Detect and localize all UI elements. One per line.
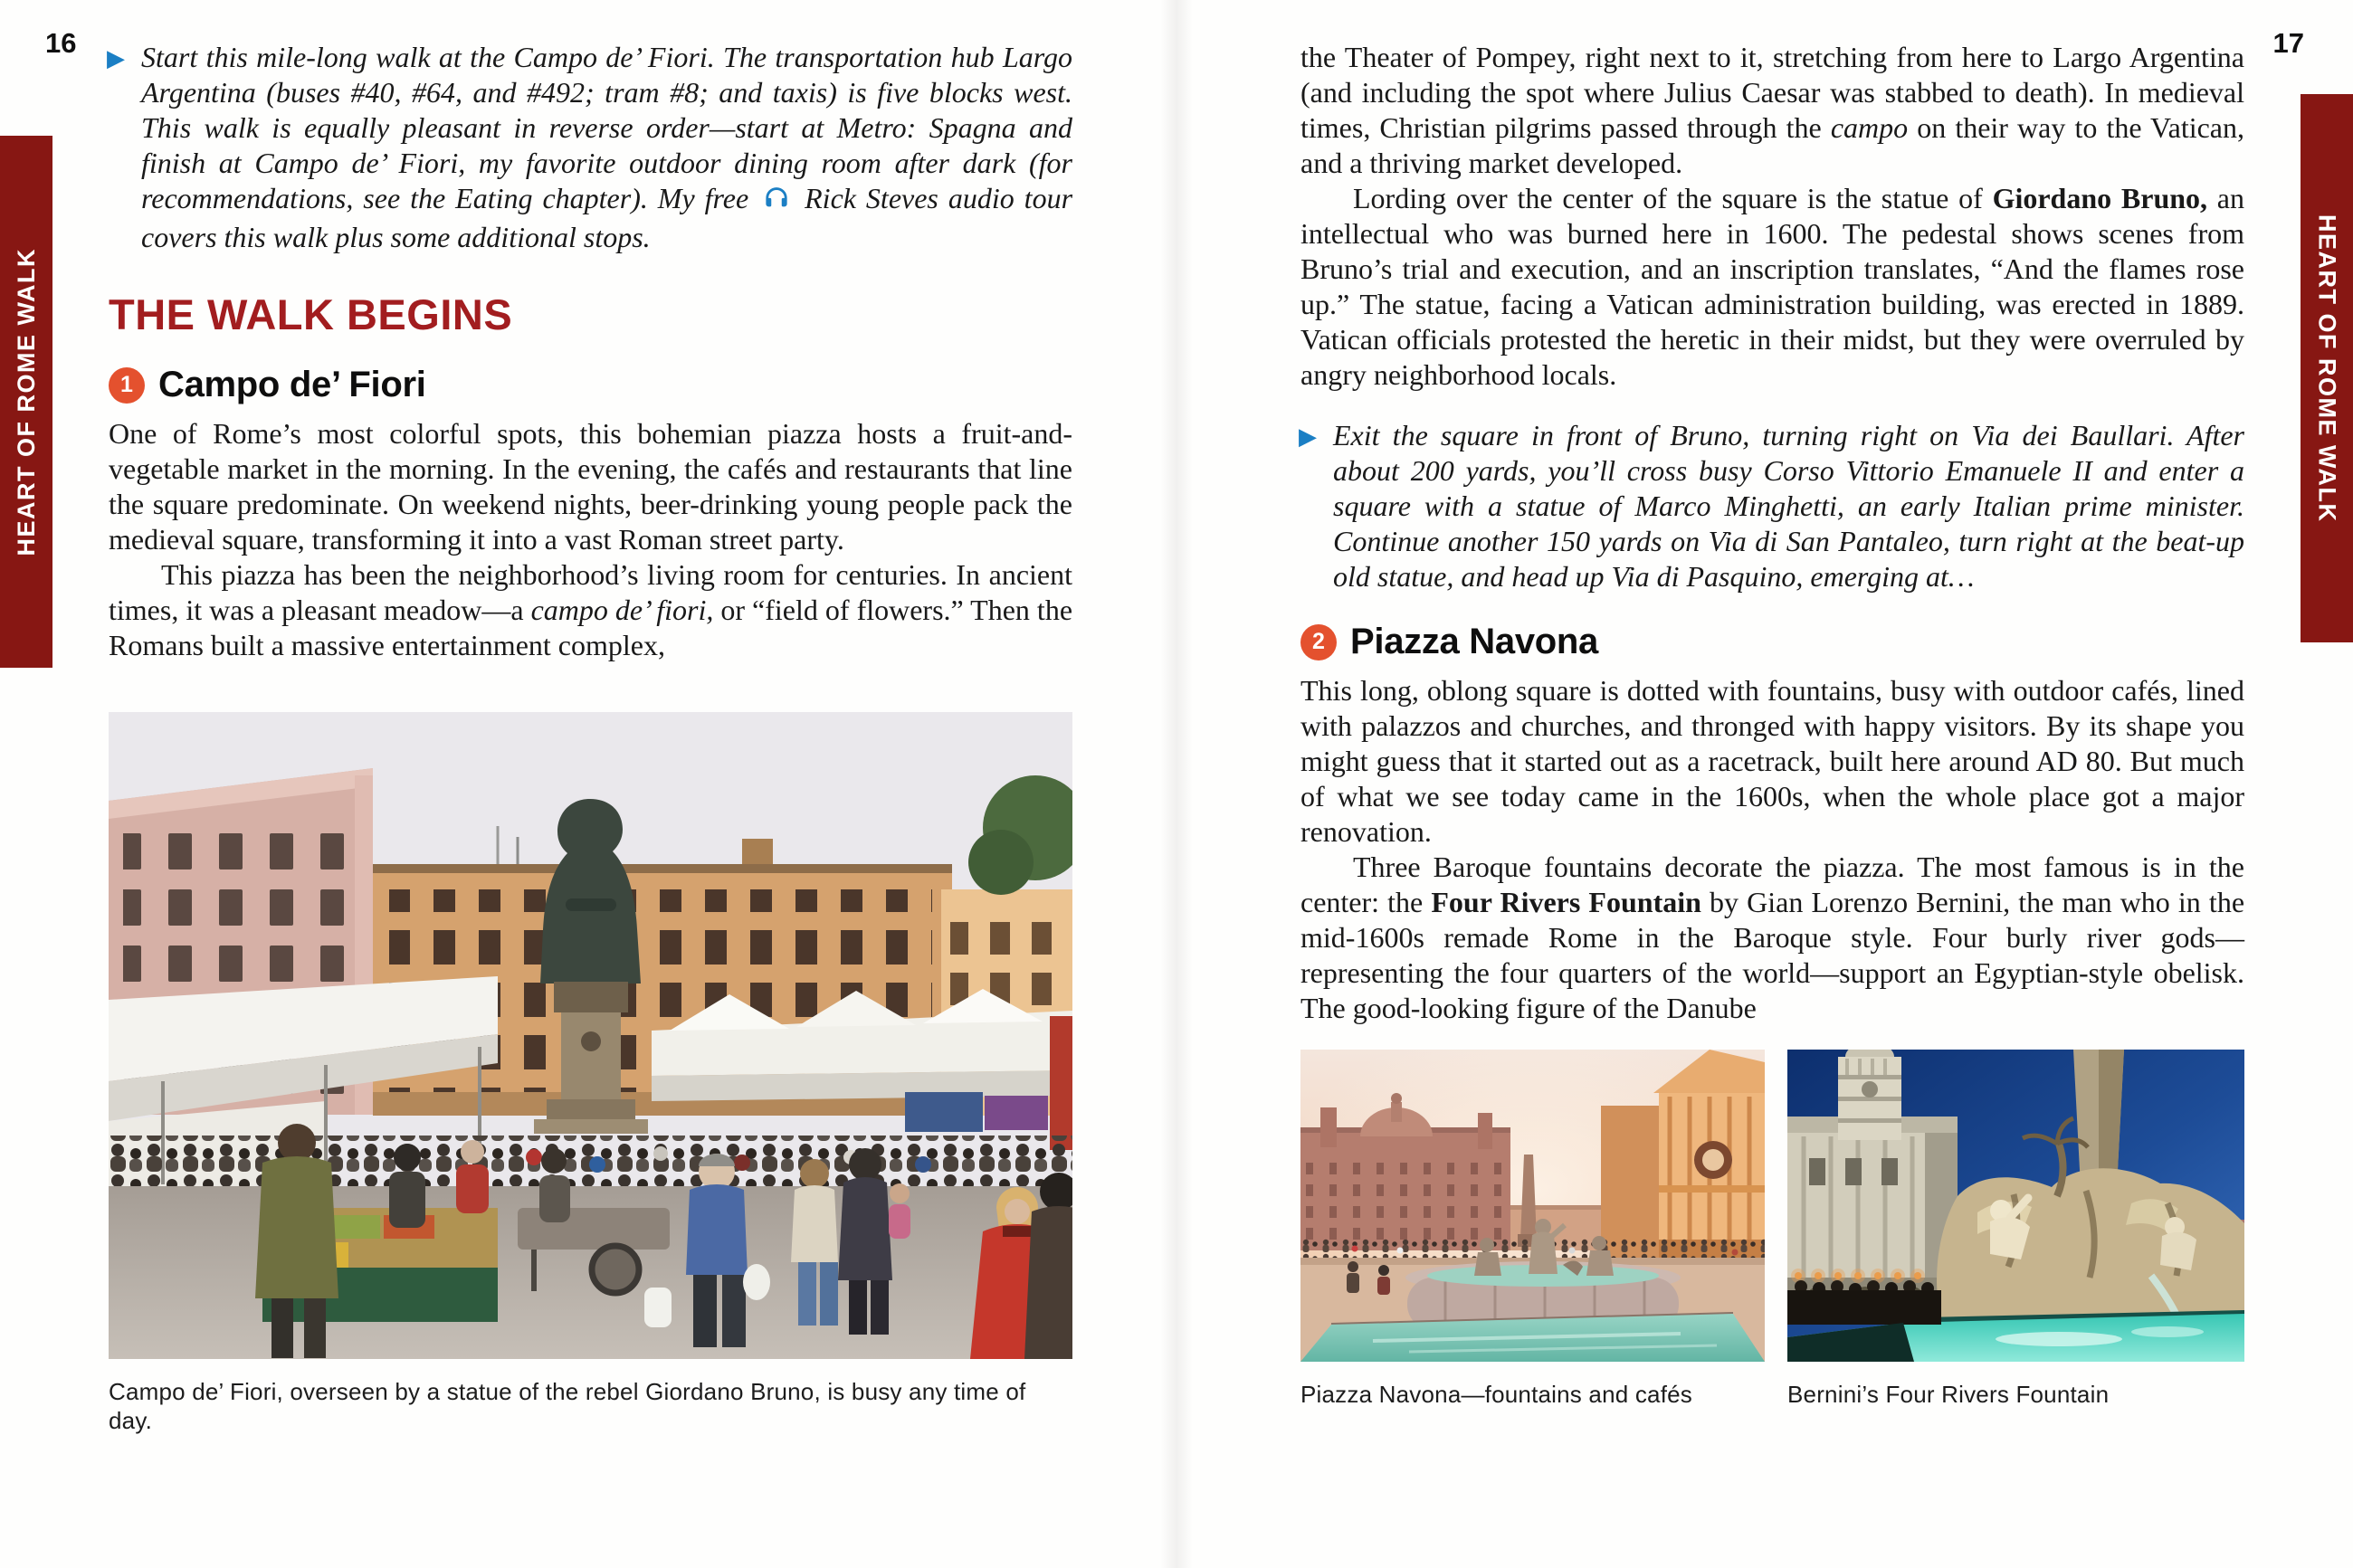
exit-directions-block <box>1300 418 2244 594</box>
pompey-text-end: on their way to the Vatican, and a thriving market developed. <box>1300 111 2245 179</box>
left-page-content <box>109 40 1072 1435</box>
bruno-paragraph <box>1300 181 2244 393</box>
walk-begins-heading: THE WALK BEGINS <box>109 290 513 338</box>
four-rivers-bold: Four Rivers Fountain <box>1431 886 1701 918</box>
page-gutter <box>1160 0 1193 1568</box>
stop-2-number-badge: 2 <box>1300 624 1337 660</box>
intro-directions-block <box>109 40 1072 255</box>
navona-paragraph-2 <box>1300 850 2244 1026</box>
photo-column-navona <box>1300 1050 1765 1409</box>
page-number-right: 17 <box>2272 27 2304 59</box>
stop-1-number-badge: 1 <box>109 367 145 404</box>
stop-1-title: Campo de’ Fiori <box>158 365 426 404</box>
navona-paragraph-1: This long, oblong square is dotted with fountains, busy with outdoor cafés, lined with palazzos and churches, and thronged with happy visitors. By its shape you might guess that it started out as a racetrack, built here around AD 80. But much of what we see today came in the 1600s, when the whole place got a major renovation. <box>1300 674 2244 848</box>
navona-text: Three Baroque fountains decorate the piazza. The most famous is in the center: the <box>1300 851 2244 918</box>
page-16 <box>0 0 1176 1568</box>
forward-triangle-icon: ▶ <box>107 45 125 72</box>
pompey-text: the Theater of Pompey, right next to it, stretching from here to Largo Argentina (and including the spot where Julius Caesar was stabbed to death). In medieval times, Christian pilgrims passed through the <box>1300 41 2244 144</box>
photo-caption-campo: Campo de’ Fiori, overseen by a statue of the rebel Giordano Bruno, is busy any time of day. <box>109 1378 1026 1434</box>
page-number-left: 16 <box>45 27 77 59</box>
photo-caption-navona: Piazza Navona—fountains and cafés <box>1300 1381 1692 1408</box>
photo-column-four-rivers <box>1787 1050 2244 1409</box>
sidebar-left <box>0 136 52 668</box>
stop-1-paragraph-2 <box>109 557 1072 663</box>
pompey-italic-word: campo <box>1830 111 1909 144</box>
para2-italic-phrase: campo de’ fiori, <box>530 594 714 626</box>
stop-1-heading <box>109 365 1072 405</box>
intro-text-before-icon: Start this mile-long walk at the Campo de’ Fiori. The transportation hub Largo Argentina (buses #40, #64, and #492; tram #8; and taxis) is five blocks west. This walk is equally pleasant in reverse order—start at Metro: Spagna and finish at Campo de’ Fiori, my favorite outdoor dining room after dark (for recommendations, see the Eating chapter). My free <box>141 41 1072 214</box>
sidebar-label-left: HEART OF ROME WALK <box>12 247 40 556</box>
forward-triangle-icon: ▶ <box>1299 423 1317 451</box>
photo-piazza-navona <box>1300 1050 1765 1362</box>
pompey-paragraph <box>1300 40 2244 181</box>
photo-caption-four-rivers: Bernini’s Four Rivers Fountain <box>1787 1381 2110 1408</box>
right-page-content <box>1300 40 2244 1409</box>
intro-text-after-icon: Rick Steves audio tour covers this walk plus some additional stops. <box>141 182 1073 253</box>
stop-2-title: Piazza Navona <box>1350 622 1598 661</box>
para2-text-end: or “field of flowers.” Then the Romans built a massive entertainment complex, <box>109 594 1073 661</box>
photo-four-rivers-fountain <box>1787 1050 2244 1362</box>
right-page-photo-row <box>1300 1050 2244 1409</box>
intro-directions-text <box>141 40 1072 255</box>
stop-1-paragraph-1: One of Rome’s most colorful spots, this bohemian piazza hosts a fruit-and-vegetable market in the morning. In the evening, the cafés and restaurants that line the square predominate. On weekend nights, beer-drinking young people pack the medieval square, transforming it into a vast Roman street party. <box>109 417 1072 556</box>
headphones-icon <box>762 185 791 220</box>
navona-text-end: by Gian Lorenzo Bernini, the man who in the mid-1600s remade Rome in the Baroque style. Four burly river gods—representing the four quarters of the world—support an Egyptian-style obelisk. The good-looking figure of the Danube <box>1300 886 2245 1024</box>
bruno-bold-name: Giordano Bruno, <box>1992 182 2208 214</box>
photo-campo-de-fiori <box>109 712 1072 1359</box>
page-17 <box>1176 0 2353 1568</box>
sidebar-right <box>2301 94 2353 642</box>
bruno-text: Lording over the center of the square is the statue of <box>1353 182 1993 214</box>
bruno-text-end: an intellectual who was burned here in 1600. The pedestal shows scenes from Bruno’s trial and execution, and an inscription translates, “And the flames rose up.” The statue, facing a Vatican administration building, was erected in 1889. Vatican officials protested the heretic in their midst, but they were overruled by angry neighborhood locals. <box>1300 182 2245 391</box>
exit-directions-text: Exit the square in front of Bruno, turning right on Via dei Baullari. After about 200 yards, you’ll cross busy Corso Vittorio Emanuele II and enter a square with a statue of Marco Minghetti, an early Italian prime minister. Continue another 150 yards on Via di San Pantaleo, turn right at the beat-up old statue, and head up Via di Pasquino, emerging at… <box>1333 419 2244 593</box>
stop-2-heading <box>1300 622 2244 662</box>
sidebar-label-right: HEART OF ROME WALK <box>2313 214 2341 523</box>
para2-text: This piazza has been the neighborhood’s living room for centuries. In ancient times, it was a pleasant meadow—a <box>109 558 1072 626</box>
